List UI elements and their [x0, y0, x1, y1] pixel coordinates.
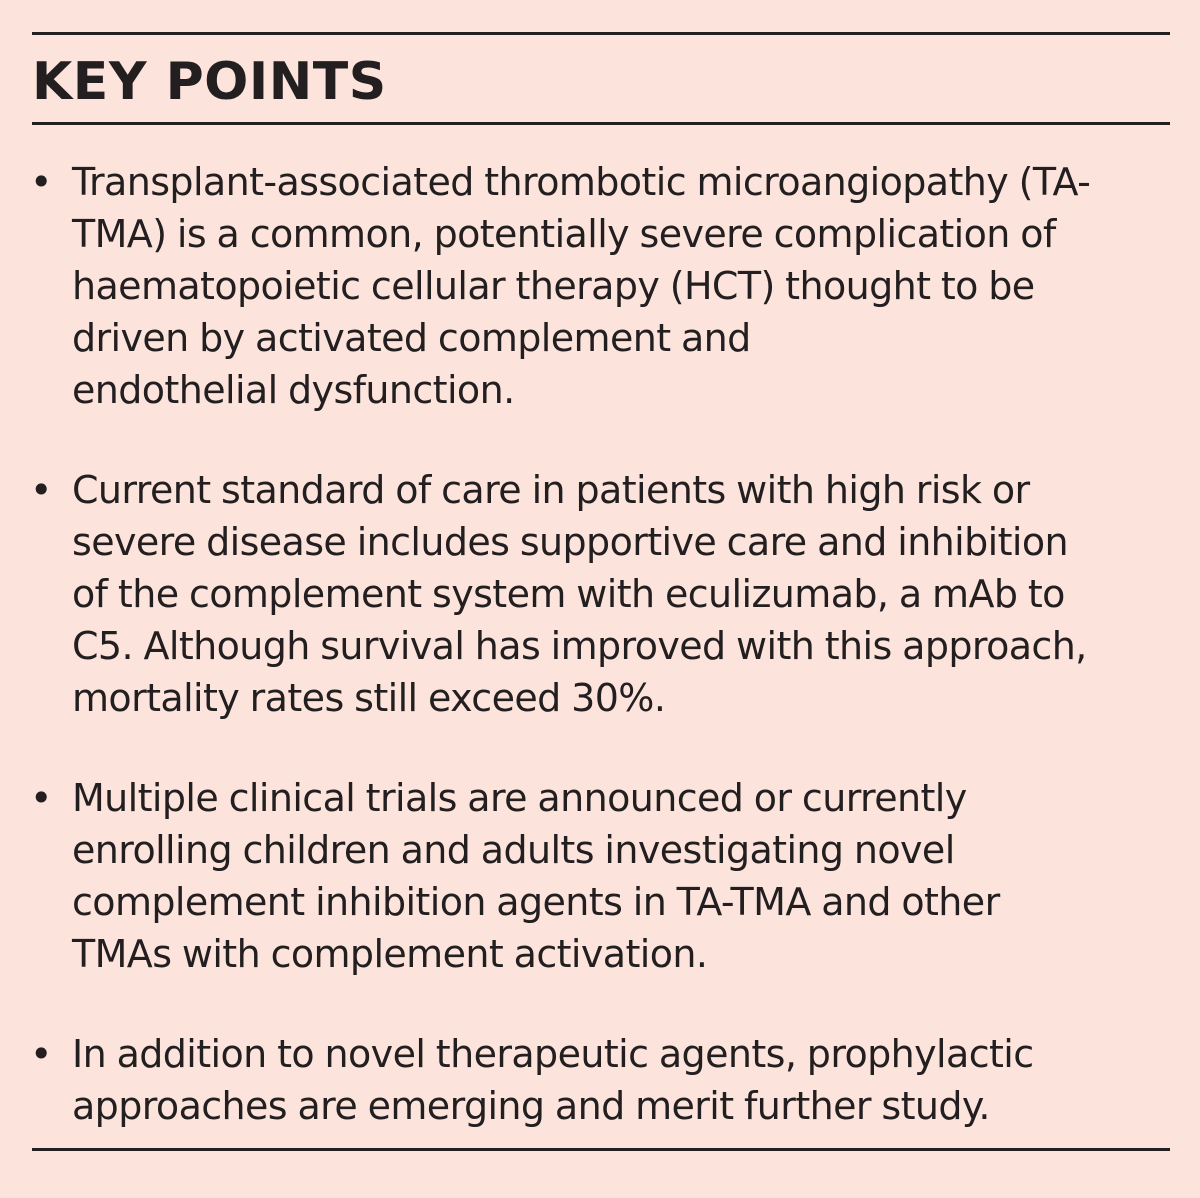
text-line: haematopoietic cellular therapy (HCT) thought to be	[72, 264, 1035, 308]
text-line: Transplant-associated thrombotic microangiopathy (TA-	[72, 160, 1091, 204]
text-line: Current standard of care in patients with high risk or	[72, 468, 1030, 512]
text-line: C5. Although survival has improved with this approach,	[72, 624, 1087, 668]
text-line: In addition to novel therapeutic agents, prophylactic	[72, 1032, 1034, 1076]
text-line: endothelial dysfunction.	[72, 368, 515, 412]
text-line: enrolling children and adults investigating novel	[72, 828, 955, 872]
key-point-2	[24, 464, 1174, 724]
key-points-list	[24, 156, 1174, 1180]
top-rule	[32, 32, 1170, 35]
text-line: severe disease includes supportive care and inhibition	[72, 520, 1068, 564]
text-line: of the complement system with eculizumab, a mAb to	[72, 572, 1065, 616]
key-point-text	[72, 156, 1174, 416]
text-line: approaches are emerging and merit further study.	[72, 1084, 990, 1128]
bullet-icon: •	[30, 468, 53, 512]
key-point-1	[24, 156, 1174, 416]
bullet-icon: •	[30, 160, 53, 204]
text-line: mortality rates still exceed 30%.	[72, 676, 666, 720]
bullet-icon: •	[30, 1032, 53, 1076]
key-point-4	[24, 1028, 1174, 1132]
bottom-rule	[32, 1148, 1170, 1151]
key-point-text	[72, 772, 1174, 980]
key-point-3	[24, 772, 1174, 980]
text-line: driven by activated complement and	[72, 316, 751, 360]
text-line: TMA) is a common, potentially severe complication of	[72, 212, 1056, 256]
text-line: complement inhibition agents in TA-TMA and other	[72, 880, 1000, 924]
box-heading: KEY POINTS	[32, 52, 387, 112]
key-point-text	[72, 1028, 1174, 1132]
key-point-text	[72, 464, 1174, 724]
heading-rule	[32, 122, 1170, 125]
text-line: Multiple clinical trials are announced or currently	[72, 776, 967, 820]
text-line: TMAs with complement activation.	[72, 932, 708, 976]
bullet-icon: •	[30, 776, 53, 820]
